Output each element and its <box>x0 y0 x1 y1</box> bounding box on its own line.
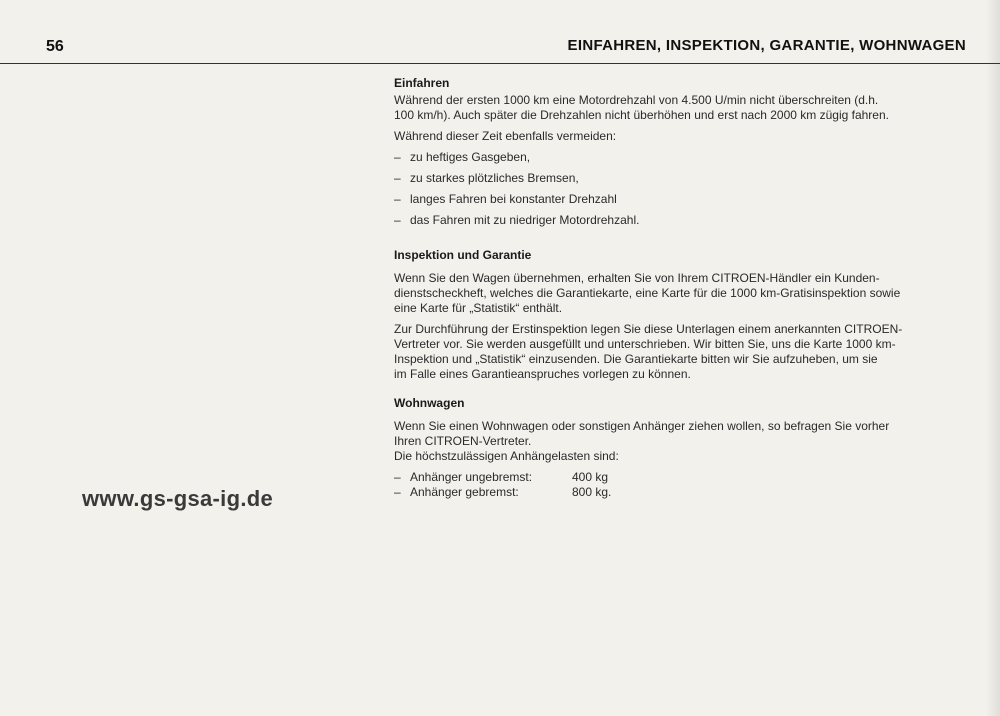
page-edge-shadow <box>986 0 1000 716</box>
inspektion-paragraph-line: Vertreter vor. Sie werden ausgefüllt und unterschrieben. Wir bitten Sie, uns die Karte 1000 km- <box>394 337 896 351</box>
wohnwagen-paragraph-line: Die höchstzulässigen Anhängelasten sind: <box>394 449 619 463</box>
inspektion-paragraph-line: eine Karte für „Statistik“ enthält. <box>394 301 563 315</box>
trailer-load-row <box>394 470 974 485</box>
trailer-load-value: 800 kg. <box>572 485 612 499</box>
dash-bullet: – <box>394 470 401 484</box>
list-item-text: das Fahren mit zu niedriger Motordrehzahl. <box>410 213 640 227</box>
trailer-load-label: Anhänger gebremst: <box>410 485 519 499</box>
einfahren-paragraph-line: 100 km/h). Auch später die Drehzahlen nicht überhöhen und erst nach 2000 km zügig fahren. <box>394 108 889 122</box>
dash-bullet: – <box>394 192 401 206</box>
list-item <box>394 171 974 186</box>
trailer-load-value: 400 kg <box>572 470 609 484</box>
website-watermark: www.gs-gsa-ig.de <box>82 486 274 511</box>
dash-bullet: – <box>394 213 401 227</box>
page-number: 56 <box>46 38 64 55</box>
dash-bullet: – <box>394 485 401 499</box>
dash-bullet: – <box>394 171 401 185</box>
wohnwagen-paragraph-line: Ihren CITROEN-Vertreter. <box>394 434 532 448</box>
trailer-load-label: Anhänger ungebremst: <box>410 470 533 484</box>
section-title-inspektion: Inspektion und Garantie <box>394 248 532 262</box>
einfahren-paragraph-line: Während der ersten 1000 km eine Motordrehzahl von 4.500 U/min nicht überschreiten (d.h. <box>394 93 879 107</box>
section-title-einfahren: Einfahren <box>394 76 450 90</box>
trailer-load-row <box>394 485 974 500</box>
list-item-text: langes Fahren bei konstanter Drehzahl <box>410 192 617 206</box>
list-item <box>394 192 974 207</box>
list-item <box>394 213 974 228</box>
page-header-title: EINFAHREN, INSPEKTION, GARANTIE, WOHNWAGEN <box>567 37 966 54</box>
inspektion-paragraph-line: dienstscheckheft, welches die Garantiekarte, eine Karte für die 1000 km-Gratisinspektion sowie <box>394 286 901 300</box>
einfahren-intro-list: Während dieser Zeit ebenfalls vermeiden: <box>394 129 617 143</box>
inspektion-paragraph-line: im Falle eines Garantieanspruches vorlegen zu können. <box>394 367 691 381</box>
inspektion-paragraph-line: Zur Durchführung der Erstinspektion legen Sie diese Unterlagen einem anerkannten CITROEN- <box>394 322 903 336</box>
inspektion-paragraph-line: Inspektion und „Statistik“ einzusenden. Die Garantiekarte bitten wir Sie aufzuheben, um sie <box>394 352 878 366</box>
inspektion-paragraph-line: Wenn Sie den Wagen übernehmen, erhalten Sie von Ihrem CITROEN-Händler ein Kunden- <box>394 271 880 285</box>
list-item-text: zu heftiges Gasgeben, <box>410 150 531 164</box>
list-item-text: zu starkes plötzliches Bremsen, <box>410 171 579 185</box>
avoid-list <box>394 150 974 228</box>
page-content <box>394 76 974 500</box>
wohnwagen-paragraph-line: Wenn Sie einen Wohnwagen oder sonstigen Anhänger ziehen wollen, so befragen Sie vorher <box>394 419 890 433</box>
section-title-wohnwagen: Wohnwagen <box>394 396 465 410</box>
list-item <box>394 150 974 165</box>
header-divider <box>0 63 1000 64</box>
dash-bullet: – <box>394 150 401 164</box>
